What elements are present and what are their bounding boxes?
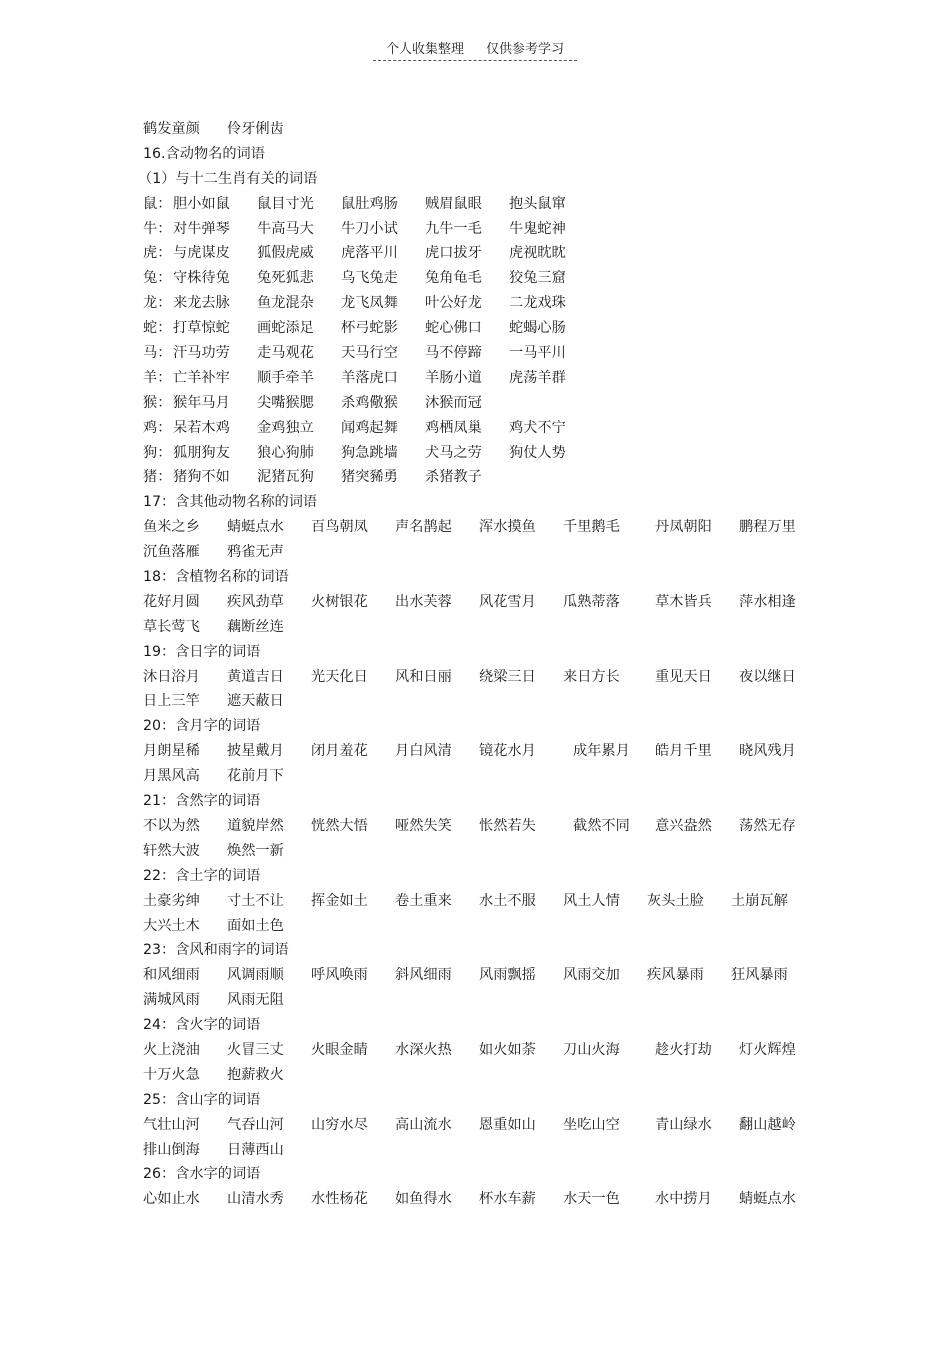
phrase: 山清水秀	[227, 1191, 284, 1208]
phrase-row	[143, 615, 823, 640]
phrase: 狼心狗肺	[257, 444, 314, 461]
phrase: 意兴盎然	[655, 817, 712, 834]
phrase: 日薄西山	[227, 1141, 284, 1158]
phrase: 天马行空	[341, 345, 398, 362]
phrase: 灯火辉煌	[739, 1041, 796, 1058]
phrase: 火冒三丈	[227, 1041, 284, 1058]
phrase: 鼠目寸光	[257, 195, 314, 212]
phrase: 鸡犬不宁	[509, 419, 566, 436]
phrase: 水天一色	[563, 1191, 620, 1208]
section-title: 22：含土字的词语	[143, 867, 261, 884]
phrase: 水性杨花	[311, 1191, 368, 1208]
zodiac-row	[143, 465, 823, 490]
phrase: 鹏程万里	[739, 519, 796, 536]
phrase-row	[143, 764, 823, 789]
phrase: 恩重如山	[479, 1116, 536, 1133]
zodiac-label: 虎：	[143, 245, 172, 262]
phrase: 丹凤朝阳	[655, 519, 712, 536]
phrase: 鸡栖凤巢	[425, 419, 482, 436]
phrase: 鹤发童颜	[143, 121, 200, 137]
phrase: 尖嘴猴腮	[257, 394, 314, 411]
header-left: 个人收集整理	[385, 42, 464, 57]
phrase: 画蛇添足	[257, 320, 314, 337]
phrase: 水深火热	[395, 1041, 452, 1058]
phrase: 虎落平川	[341, 245, 398, 262]
phrase: 鸦雀无声	[227, 544, 284, 561]
phrase: 翻山越岭	[739, 1116, 796, 1133]
phrase-row	[143, 963, 823, 988]
phrase: 乌飞兔走	[341, 270, 398, 287]
phrase: 风和日丽	[395, 668, 452, 685]
phrase: 面如土色	[227, 917, 284, 934]
phrase: 土豪劣绅	[143, 892, 200, 909]
phrase: 蜻蜓点水	[227, 519, 284, 536]
phrase: 遮天蔽日	[227, 693, 284, 710]
phrase: 月黑风高	[143, 768, 200, 785]
phrase: 披星戴月	[227, 743, 284, 760]
phrase: 牛刀小试	[341, 220, 398, 237]
phrase: 呼风唤雨	[311, 967, 368, 984]
phrase: 气壮山河	[143, 1116, 200, 1133]
phrase: 虎口拔牙	[425, 245, 482, 262]
phrase: 草长莺飞	[143, 618, 200, 635]
section-title: 23：含风和雨字的词语	[143, 942, 289, 959]
phrase: 出水芙蓉	[395, 593, 452, 610]
phrase: 土崩瓦解	[731, 892, 788, 909]
header-text	[373, 38, 577, 61]
phrase: 恍然大悟	[311, 817, 368, 834]
phrase: 风调雨顺	[227, 967, 284, 984]
phrase: 走马观花	[257, 345, 314, 362]
phrase: 花好月圆	[143, 593, 200, 610]
phrase: 火眼金睛	[311, 1041, 368, 1058]
phrase: 风雨无阻	[227, 992, 284, 1009]
phrase: 成年累月	[573, 743, 630, 760]
phrase: 犬马之劳	[425, 444, 482, 461]
phrase: 草木皆兵	[655, 593, 712, 610]
phrase: 沐日浴月	[143, 668, 200, 685]
phrase: 黄道吉日	[227, 668, 284, 685]
phrase-row	[143, 1138, 823, 1163]
phrase: 水中捞月	[655, 1191, 712, 1208]
phrase-row	[143, 988, 823, 1013]
phrase: 杯水车薪	[479, 1191, 536, 1208]
phrase: 一马平川	[509, 345, 566, 362]
section-title: 19：含日字的词语	[143, 643, 261, 660]
phrase: 十万火急	[143, 1066, 200, 1083]
section-title: 18：含植物名称的词语	[143, 569, 289, 586]
phrase: 胆小如鼠	[173, 195, 230, 212]
section-title: 17：含其他动物名称的词语	[143, 494, 318, 511]
phrase: 与虎谋皮	[173, 245, 230, 262]
phrase: 如鱼得水	[395, 1191, 452, 1208]
zodiac-row	[143, 416, 823, 441]
phrase: 月白风清	[395, 743, 452, 760]
phrase: 寸土不让	[227, 892, 284, 909]
phrase: 虎荡羊群	[509, 369, 566, 386]
phrase: 疾风暴雨	[647, 967, 704, 984]
phrase: 趁火打劫	[655, 1041, 712, 1058]
phrase-row	[143, 814, 823, 839]
phrase: 不以为然	[143, 817, 200, 834]
zodiac-label: 鼠：	[143, 195, 172, 212]
phrase-row	[143, 590, 823, 615]
phrase: 蛇心佛口	[425, 320, 482, 337]
phrase: 羊落虎口	[341, 369, 398, 386]
phrase: 日上三竿	[143, 693, 200, 710]
phrase: 千里鹅毛	[563, 519, 620, 536]
phrase: 沉鱼落雁	[143, 544, 200, 561]
phrase: 水土不服	[479, 892, 536, 909]
phrase: 马不停蹄	[425, 345, 482, 362]
phrase: 哑然失笑	[395, 817, 452, 834]
phrase: 沐猴而冠	[425, 394, 482, 411]
phrase: 抱头鼠窜	[509, 195, 566, 212]
phrase-row	[143, 914, 823, 939]
phrase: 闭月羞花	[311, 743, 368, 760]
phrase-row	[143, 839, 823, 864]
phrase: 疾风劲草	[227, 593, 284, 610]
phrase: 虎视眈眈	[509, 245, 566, 262]
phrase: 汗马功劳	[173, 345, 230, 362]
section-title: 24：含火字的词语	[143, 1017, 261, 1034]
phrase: 守株待兔	[173, 270, 230, 287]
phrase: 轩然大波	[143, 842, 200, 859]
phrase: 花前月下	[227, 768, 284, 785]
phrase: 重见天日	[655, 668, 712, 685]
phrase: 伶牙俐齿	[227, 121, 284, 137]
phrase: 藕断丝连	[227, 618, 284, 635]
zodiac-label: 猪：	[143, 469, 172, 486]
phrase: 浑水摸鱼	[479, 519, 536, 536]
phrase: 火上浇油	[143, 1041, 200, 1058]
phrase: 对牛弹琴	[173, 220, 230, 237]
phrase: 亡羊补牢	[173, 369, 230, 386]
phrase: 猪突豨勇	[341, 469, 398, 486]
intro-line	[143, 117, 823, 142]
phrase: 百鸟朝凤	[311, 519, 368, 536]
zodiac-label: 马：	[143, 345, 172, 362]
phrase: 声名鹊起	[395, 519, 452, 536]
zodiac-row	[143, 341, 823, 366]
phrase: 抱薪救火	[227, 1066, 284, 1083]
section-title: 20：含月字的词语	[143, 718, 261, 735]
phrase: 猴年马月	[173, 394, 230, 411]
phrase: 挥金如土	[311, 892, 368, 909]
zodiac-row	[143, 291, 823, 316]
phrase: 截然不同	[573, 817, 630, 834]
zodiac-row	[143, 241, 823, 266]
phrase: 闻鸡起舞	[341, 419, 398, 436]
phrase: 来日方长	[563, 668, 620, 685]
phrase: 气吞山河	[227, 1116, 284, 1133]
zodiac-label: 鸡：	[143, 419, 172, 436]
phrase: 风雨飘摇	[479, 967, 536, 984]
phrase: 道貌岸然	[227, 817, 284, 834]
phrase: 鱼龙混杂	[257, 295, 314, 312]
phrase: 杀猪教子	[425, 469, 482, 486]
phrase: 瓜熟蒂落	[563, 593, 620, 610]
phrase: 蜻蜓点水	[739, 1191, 796, 1208]
zodiac-row	[143, 217, 823, 242]
header-right: 仅供参考学习	[486, 42, 565, 57]
phrase: 镜花水月	[479, 743, 536, 760]
phrase: 龙飞凤舞	[341, 295, 398, 312]
document-body	[138, 117, 823, 1212]
zodiac-label: 龙：	[143, 295, 172, 312]
zodiac-label: 蛇：	[143, 320, 172, 337]
phrase: 狗急跳墙	[341, 444, 398, 461]
phrase: 萍水相逢	[739, 593, 796, 610]
phrase-row	[143, 540, 823, 565]
phrase: 狂风暴雨	[731, 967, 788, 984]
phrase-row	[143, 1113, 823, 1138]
phrase: 猪狗不如	[173, 469, 230, 486]
phrase: 杀鸡儆猴	[341, 394, 398, 411]
phrase: 九牛一毛	[425, 220, 482, 237]
phrase: 灰头土脸	[647, 892, 704, 909]
zodiac-row	[143, 391, 823, 416]
phrase-row	[143, 1187, 823, 1212]
phrase: 二龙戏珠	[509, 295, 566, 312]
phrase: 和风细雨	[143, 967, 200, 984]
phrase: 兔死狐悲	[257, 270, 314, 287]
phrase: 皓月千里	[655, 743, 712, 760]
phrase: 金鸡独立	[257, 419, 314, 436]
phrase: 焕然一新	[227, 842, 284, 859]
phrase: 兔角龟毛	[425, 270, 482, 287]
phrase-row	[143, 515, 823, 540]
phrase: 晓风残月	[739, 743, 796, 760]
phrase: 高山流水	[395, 1116, 452, 1133]
phrase-row	[143, 739, 823, 764]
phrase: 顺手牵羊	[257, 369, 314, 386]
phrase: 坐吃山空	[563, 1116, 620, 1133]
phrase: 鼠肚鸡肠	[341, 195, 398, 212]
zodiac-label: 猴：	[143, 394, 172, 411]
phrase: 荡然无存	[739, 817, 796, 834]
phrase: 怅然若失	[479, 817, 536, 834]
zodiac-label: 牛：	[143, 220, 172, 237]
phrase: 月朗星稀	[143, 743, 200, 760]
phrase: 狡兔三窟	[509, 270, 566, 287]
zodiac-row	[143, 441, 823, 466]
section-title: 16.含动物名的词语	[143, 145, 265, 162]
phrase: 光天化日	[311, 668, 368, 685]
phrase-row	[143, 665, 823, 690]
zodiac-row	[143, 366, 823, 391]
section-title: 21：含然字的词语	[143, 793, 261, 810]
section-subtitle: （1）与十二生肖有关的词语	[138, 170, 318, 187]
phrase: 风雨交加	[563, 967, 620, 984]
section-title: 26：含水字的词语	[143, 1166, 261, 1183]
phrase: 火树银花	[311, 593, 368, 610]
phrase-row	[143, 1038, 823, 1063]
phrase: 心如止水	[143, 1191, 200, 1208]
phrase: 打草惊蛇	[173, 320, 230, 337]
page-header	[0, 38, 950, 61]
phrase: 牛鬼蛇神	[509, 220, 566, 237]
section-title: 25：含山字的词语	[143, 1091, 261, 1108]
phrase: 呆若木鸡	[173, 419, 230, 436]
phrase: 风花雪月	[479, 593, 536, 610]
zodiac-row	[143, 266, 823, 291]
zodiac-row	[143, 316, 823, 341]
phrase: 狐朋狗友	[173, 444, 230, 461]
phrase: 满城风雨	[143, 992, 200, 1009]
phrase: 蛇蝎心肠	[509, 320, 566, 337]
phrase: 如火如荼	[479, 1041, 536, 1058]
zodiac-label: 羊：	[143, 369, 172, 386]
phrase: 斜风细雨	[395, 967, 452, 984]
phrase: 刀山火海	[563, 1041, 620, 1058]
phrase: 贼眉鼠眼	[425, 195, 482, 212]
phrase: 大兴土木	[143, 917, 200, 934]
phrase: 狗仗人势	[509, 444, 566, 461]
phrase: 山穷水尽	[311, 1116, 368, 1133]
phrase: 来龙去脉	[173, 295, 230, 312]
phrase-row	[143, 889, 823, 914]
phrase: 泥猪瓦狗	[257, 469, 314, 486]
phrase: 羊肠小道	[425, 369, 482, 386]
zodiac-label: 兔：	[143, 270, 172, 287]
phrase: 狐假虎威	[257, 245, 314, 262]
phrase: 绕梁三日	[479, 668, 536, 685]
zodiac-label: 狗：	[143, 444, 172, 461]
phrase: 青山绿水	[655, 1116, 712, 1133]
phrase: 杯弓蛇影	[341, 320, 398, 337]
phrase: 排山倒海	[143, 1141, 200, 1158]
phrase-row	[143, 689, 823, 714]
phrase: 牛高马大	[257, 220, 314, 237]
zodiac-row	[143, 192, 823, 217]
phrase: 夜以继日	[739, 668, 796, 685]
phrase: 叶公好龙	[425, 295, 482, 312]
phrase: 风土人情	[563, 892, 620, 909]
phrase: 卷土重来	[395, 892, 452, 909]
phrase-row	[143, 1063, 823, 1088]
phrase: 鱼米之乡	[143, 519, 200, 536]
